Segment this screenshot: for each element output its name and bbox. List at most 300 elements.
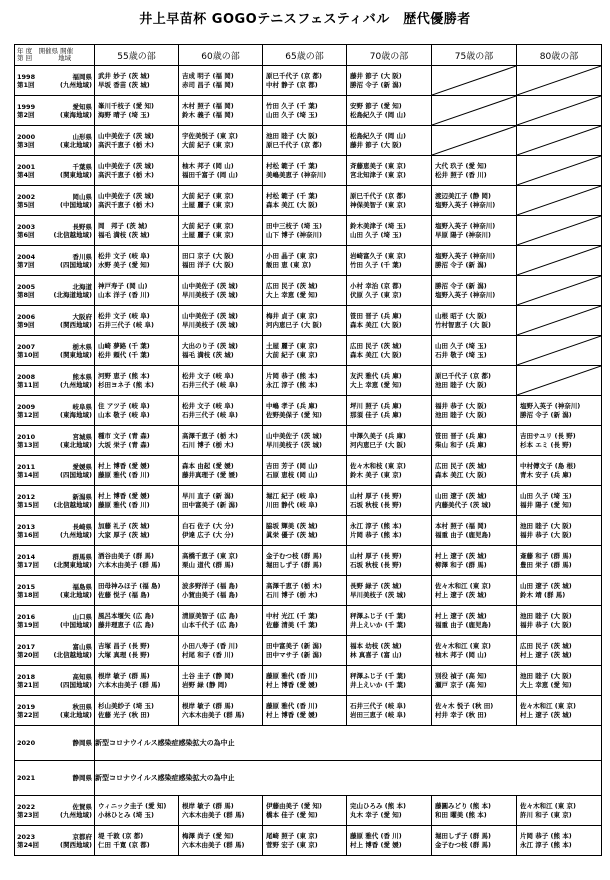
winner-name: 村上 遼子 (茨 城) xyxy=(435,551,487,560)
winner-name: 山中美佐子 (茨 城) xyxy=(98,131,154,140)
winner-name: 山下 博子 (神奈川) xyxy=(266,230,322,239)
year: 2005 xyxy=(17,282,36,291)
winner-name: 石川 博子 (栃 木) xyxy=(266,590,318,599)
winner-name: 橋本 佳子 (愛 知) xyxy=(266,810,318,819)
winner-pair-cell xyxy=(263,796,347,826)
winner-pair-cell xyxy=(347,216,432,246)
winner-name: 福田千富子 (岡 山) xyxy=(182,170,238,179)
winner-name: 佐野美保子 (愛 知) xyxy=(266,410,322,419)
host-region: (東海地域) xyxy=(60,410,92,419)
winner-pair-cell xyxy=(517,426,602,456)
round-number: 第12回 xyxy=(17,410,40,419)
winner-name: 梅澤 尚子 (愛 知) xyxy=(182,831,234,840)
host-prefecture: 愛知県 xyxy=(72,102,92,111)
winner-name: 大上 幸恵 (愛 知) xyxy=(350,380,402,389)
round-number: 第2回 xyxy=(17,110,35,119)
winner-name: 井上えいか (千 葉) xyxy=(350,680,406,689)
winner-name: 大坂 栄子 (青 森) xyxy=(98,440,150,449)
winner-name: 広田 民子 (茨 城) xyxy=(520,641,572,650)
winner-pair-cell xyxy=(517,636,602,666)
year: 2016 xyxy=(17,612,36,621)
winner-name: 福本 幼枝 (茨 城) xyxy=(350,641,402,650)
winner-name: 村松 範子 (千 葉) xyxy=(266,191,318,200)
winner-pair-cell xyxy=(263,636,347,666)
winner-name: 鈴木 靖 (群 馬) xyxy=(520,590,566,599)
winner-pair-cell xyxy=(179,366,263,396)
winner-pair-cell xyxy=(347,576,432,606)
winner-name: 坪川 照子 (兵 庫) xyxy=(350,401,402,410)
winner-name: 田中富美子 (新 潟) xyxy=(182,500,238,509)
host-prefecture: 京都府 xyxy=(72,832,92,841)
table-row xyxy=(15,366,602,396)
winner-pair-cell xyxy=(432,426,517,456)
winner-pair-cell xyxy=(347,396,432,426)
host-region: (東北地域) xyxy=(60,440,92,449)
host-prefecture: 富山県 xyxy=(72,642,92,651)
year-cell xyxy=(15,636,95,666)
winner-pair-cell xyxy=(263,396,347,426)
winner-name: 永江 淳子 (熊 本) xyxy=(266,380,318,389)
winner-name: 中澤久美子 (兵 庫) xyxy=(350,431,406,440)
winner-name: 福毛 満枝 (茨 城) xyxy=(182,350,234,359)
table-row xyxy=(15,516,602,546)
round-number: 第17回 xyxy=(17,560,40,569)
winner-pair-cell xyxy=(263,456,347,486)
winner-name: 田中マサ子 (新 潟) xyxy=(266,650,322,659)
winner-name: 種市 文子 (青 森) xyxy=(98,431,150,440)
table-row xyxy=(15,246,602,276)
winner-name: 秤澤ふじ子 (千 葉) xyxy=(350,671,406,680)
round-number: 第8回 xyxy=(17,290,35,299)
winner-name: 尾崎 照子 (東 京) xyxy=(266,831,318,840)
winner-name: 早川美枝子 (茨 城) xyxy=(266,440,322,449)
winner-name: 安野 節子 (愛 知) xyxy=(350,101,402,110)
year: 2002 xyxy=(17,192,36,201)
winner-name: 山田 遼子 (茨 城) xyxy=(520,581,572,590)
round-number: 第19回 xyxy=(17,620,40,629)
host-region: (四国地域) xyxy=(60,470,92,479)
table-row xyxy=(15,66,602,96)
empty-category-cell xyxy=(517,156,602,186)
winner-name: 佐藤 清美 (千 葉) xyxy=(266,620,318,629)
diagonal-slash-icon xyxy=(517,156,601,185)
winner-pair-cell xyxy=(263,546,347,576)
host-prefecture: 岐阜県 xyxy=(72,402,92,411)
table-row xyxy=(15,156,602,186)
year: 2019 xyxy=(17,702,36,711)
table-row xyxy=(15,186,602,216)
winner-name: 広田 民子 (茨 城) xyxy=(350,341,402,350)
winner-name: 鈴木 義子 (福 岡) xyxy=(182,110,234,119)
winner-name: 石井三代子 (岐 阜) xyxy=(182,410,238,419)
winner-name: 梅井 貞子 (東 京) xyxy=(266,311,318,320)
winner-pair-cell xyxy=(263,666,347,696)
winner-pair-cell xyxy=(95,576,179,606)
header-category: 55歳の部 xyxy=(95,45,179,66)
winner-name: 栗山 道代 (群 馬) xyxy=(182,560,234,569)
winner-pair-cell xyxy=(432,796,517,826)
year-cell xyxy=(15,761,95,796)
year: 1998 xyxy=(17,72,36,81)
winner-pair-cell xyxy=(263,126,347,156)
year: 2007 xyxy=(17,342,36,351)
winner-name: 早原 陽子 (神奈川) xyxy=(435,230,491,239)
cancellation-note: 新型コロナウイルス感染症感染拡大の為中止 xyxy=(95,726,602,761)
diagonal-slash-icon xyxy=(517,216,601,245)
winner-name: 石井三代子 (岐 阜) xyxy=(182,380,238,389)
winner-name: 中村 光江 (千 葉) xyxy=(266,611,318,620)
host-prefecture: 千葉県 xyxy=(72,162,92,171)
year-cell xyxy=(15,186,95,216)
winner-name: 白石 佐子 (大 分) xyxy=(182,521,234,530)
winner-name: 宮北知津子 (東 京) xyxy=(350,170,406,179)
winner-name: 松井 文子 (岐 阜) xyxy=(182,371,234,380)
winner-name: 小田八寿子 (香 川) xyxy=(182,641,238,650)
winner-name: 峯川千枝子 (愛 知) xyxy=(98,101,154,110)
winner-pair-cell xyxy=(347,486,432,516)
winner-pair-cell xyxy=(517,796,602,826)
table-body xyxy=(15,66,602,856)
year-cell xyxy=(15,456,95,486)
winner-name: 藤原 雅代 (香 川) xyxy=(266,701,318,710)
winner-name: 和田 曜美 (熊 本) xyxy=(435,810,487,819)
round-number: 第21回 xyxy=(17,680,40,689)
winner-name: 藤井 節子 (大 阪) xyxy=(350,71,402,80)
empty-category-cell xyxy=(517,186,602,216)
winner-name: 石坂 秋枝 (長 野) xyxy=(350,500,402,509)
host-prefecture: 栃木県 xyxy=(72,342,92,351)
winner-name: 村上 博香 (愛 媛) xyxy=(350,840,402,849)
winner-name: 大前 紀子 (東 京) xyxy=(182,140,234,149)
year: 2008 xyxy=(17,372,36,381)
host-prefecture: 大阪府 xyxy=(72,312,92,321)
winner-pair-cell xyxy=(432,246,517,276)
winner-pair-cell xyxy=(432,306,517,336)
host-region: (北信越地域) xyxy=(53,650,92,659)
winner-pair-cell xyxy=(263,156,347,186)
winner-name: 柳澤 和子 (群 馬) xyxy=(435,560,487,569)
round-number: 第13回 xyxy=(17,440,40,449)
host-region: (関西地域) xyxy=(60,840,92,849)
year: 2004 xyxy=(17,252,36,261)
round-number: 第15回 xyxy=(17,500,40,509)
winner-pair-cell xyxy=(347,66,432,96)
winner-name: 森本 美江 (大 阪) xyxy=(435,470,487,479)
host-region: (関西地域) xyxy=(60,320,92,329)
host-region: (四国地域) xyxy=(60,260,92,269)
table-row xyxy=(15,306,602,336)
winner-name: 加藤 礼子 (茨 城) xyxy=(98,521,150,530)
winner-name: 村尾 和子 (香 川) xyxy=(182,650,234,659)
winner-name: 山中美佐子 (茨 城) xyxy=(266,431,322,440)
winner-pair-cell xyxy=(179,126,263,156)
year-cell xyxy=(15,666,95,696)
round-number: 第22回 xyxy=(17,710,40,719)
winner-name: 土屋 麗子 (東 京) xyxy=(182,200,234,209)
empty-category-cell xyxy=(517,336,602,366)
winner-pair-cell xyxy=(432,826,517,856)
winner-name: 杉山美紗子 (埼 玉) xyxy=(98,701,154,710)
winner-name: 藤原 雅代 (香 川) xyxy=(350,831,402,840)
winner-name: 福井 陽子 (愛 知) xyxy=(520,500,572,509)
winner-pair-cell xyxy=(179,216,263,246)
year: 2015 xyxy=(17,582,36,591)
winner-name: 佐々木和江 (東 京) xyxy=(435,641,491,650)
winner-name: 小田 晶子 (東 京) xyxy=(266,251,318,260)
table-row xyxy=(15,761,602,796)
header-category: 65歳の部 xyxy=(263,45,347,66)
winner-pair-cell xyxy=(432,606,517,636)
winner-pair-cell xyxy=(179,246,263,276)
year-cell xyxy=(15,516,95,546)
winner-name: 松島紀久子 (岡 山) xyxy=(350,110,406,119)
host-prefecture: 岡山県 xyxy=(72,192,92,201)
winner-pair-cell xyxy=(179,486,263,516)
host-prefecture: 山口県 xyxy=(72,612,92,621)
winner-name: 早川 直子 (新 潟) xyxy=(182,491,234,500)
winner-name: 鈴木 美子 (東 京) xyxy=(350,470,402,479)
winner-pair-cell xyxy=(432,366,517,396)
winner-name: 柚木 邦子 (岡 山) xyxy=(435,650,487,659)
winner-name: 吉成 明子 (福 岡) xyxy=(182,71,234,80)
winner-name: 池田 睦子 (大 阪) xyxy=(435,380,487,389)
winner-name: 渡辺美江子 (静 岡) xyxy=(435,191,491,200)
winner-pair-cell xyxy=(517,456,602,486)
winner-pair-cell xyxy=(263,276,347,306)
host-region: (東北地域) xyxy=(60,140,92,149)
winner-name: 伊藤由美子 (愛 知) xyxy=(266,801,322,810)
winner-pair-cell xyxy=(517,486,602,516)
winner-name: 竹田 久子 (千 葉) xyxy=(350,260,402,269)
winner-name: 村上 遼子 (茨 城) xyxy=(520,710,572,719)
year: 2011 xyxy=(17,462,36,471)
winner-name: 山中美佐子 (茨 城) xyxy=(182,311,238,320)
winner-name: 佐藤 悦子 (福 島) xyxy=(98,590,150,599)
diagonal-slash-icon xyxy=(432,96,516,125)
table-row xyxy=(15,796,602,826)
winner-pair-cell xyxy=(517,696,602,726)
winner-pair-cell xyxy=(95,696,179,726)
winner-name: 村上 遼子 (茨 城) xyxy=(520,650,572,659)
winner-pair-cell xyxy=(347,276,432,306)
table-row xyxy=(15,666,602,696)
table-row xyxy=(15,636,602,666)
host-prefecture: 静岡県 xyxy=(72,774,92,782)
host-prefecture: 佐賀県 xyxy=(72,802,92,811)
table-row xyxy=(15,576,602,606)
winner-pair-cell xyxy=(179,96,263,126)
host-region: (北信越地域) xyxy=(53,500,92,509)
winner-name: 田母神みほ子 (福 島) xyxy=(98,581,161,590)
round-number: 第16回 xyxy=(17,530,40,539)
winner-name: 村井 幸子 (秋 田) xyxy=(435,710,487,719)
year-cell xyxy=(15,486,95,516)
winner-name: 原巳千代子 (京 都) xyxy=(266,71,322,80)
winner-name: 池田 睦子 (大 阪) xyxy=(435,410,487,419)
winner-name: 藤原 雅代 (香 川) xyxy=(266,671,318,680)
winner-pair-cell xyxy=(347,666,432,696)
winner-name: 松井 文子 (岐 阜) xyxy=(98,251,150,260)
host-prefecture: 群馬県 xyxy=(72,552,92,561)
winner-name: 石坂 秋枝 (長 野) xyxy=(350,560,402,569)
empty-category-cell xyxy=(517,366,602,396)
winner-name: 村上 博香 (愛 媛) xyxy=(266,710,318,719)
round-number: 第3回 xyxy=(17,140,35,149)
winner-pair-cell xyxy=(95,306,179,336)
winner-name: 山根 昭子 (大 阪) xyxy=(435,311,487,320)
winner-name: 本村 照子 (福 岡) xyxy=(435,521,487,530)
winner-name: 大塚 真理 (長 野) xyxy=(98,650,150,659)
winner-name: 眞栄 優子 (茨 城) xyxy=(266,530,318,539)
winner-name: 広田 民子 (茨 城) xyxy=(435,461,487,470)
winner-name: 金子むつ枝 (群 馬) xyxy=(266,551,322,560)
winner-name: 池田 睦子 (大 阪) xyxy=(520,671,572,680)
host-prefecture: 北海道 xyxy=(72,282,92,291)
winner-name: 伊達 広子 (大 分) xyxy=(182,530,234,539)
winner-pair-cell xyxy=(179,696,263,726)
host-region: (九州地域) xyxy=(60,530,92,539)
year-cell xyxy=(15,396,95,426)
empty-category-cell xyxy=(517,96,602,126)
year: 2017 xyxy=(17,642,36,651)
year-cell xyxy=(15,246,95,276)
year-cell xyxy=(15,216,95,246)
winner-name: 高澤千恵子 (栃 木) xyxy=(182,431,238,440)
winner-pair-cell xyxy=(179,186,263,216)
winner-pair-cell xyxy=(347,546,432,576)
winner-pair-cell xyxy=(95,366,179,396)
year-cell xyxy=(15,366,95,396)
winner-name: 村松 範子 (千 葉) xyxy=(266,161,318,170)
winner-name: 鈴木美津子 (埼 玉) xyxy=(350,221,406,230)
winners-table xyxy=(14,44,602,856)
winner-name: 佐々木和枝 (東 京) xyxy=(350,461,406,470)
winner-name: 中村 静子 (京 都) xyxy=(266,80,318,89)
host-region: (九州地域) xyxy=(60,80,92,89)
winner-pair-cell xyxy=(179,276,263,306)
winner-name: 土屋 麗子 (東 京) xyxy=(182,230,234,239)
round-number: 第18回 xyxy=(17,590,40,599)
winner-name: 山中美佐子 (茨 城) xyxy=(98,161,154,170)
winner-name: 吉塚 昌子 (長 野) xyxy=(98,641,150,650)
host-prefecture: 福岡県 xyxy=(72,72,92,81)
winner-pair-cell xyxy=(347,126,432,156)
winner-name: 神保美智子 (東 京) xyxy=(350,200,406,209)
host-region: (中国地域) xyxy=(60,200,92,209)
year-cell xyxy=(15,126,95,156)
winner-pair-cell xyxy=(263,66,347,96)
winner-name: 山田 久子 (埼 玉) xyxy=(266,110,318,119)
header-category: 75歳の部 xyxy=(432,45,517,66)
host-region: (東海地域) xyxy=(60,110,92,119)
winner-name: 根岸 敏子 (群 馬) xyxy=(98,671,150,680)
winner-name: 原巳千代子 (京 都) xyxy=(435,371,491,380)
year-cell xyxy=(15,796,95,826)
diagonal-slash-icon xyxy=(517,276,601,305)
year-cell xyxy=(15,66,95,96)
empty-category-cell xyxy=(432,126,517,156)
table-row xyxy=(15,546,602,576)
table-row xyxy=(15,826,602,856)
year: 2022 xyxy=(17,802,36,811)
winner-pair-cell xyxy=(432,636,517,666)
winner-pair-cell xyxy=(179,516,263,546)
winner-pair-cell xyxy=(95,516,179,546)
winner-name: 丸木 幸子 (愛 知) xyxy=(350,810,402,819)
winner-pair-cell xyxy=(517,666,602,696)
empty-category-cell xyxy=(517,246,602,276)
winner-pair-cell xyxy=(432,186,517,216)
winner-name: 高澤千恵子 (栃 木) xyxy=(266,581,322,590)
winner-name: 田中富美子 (新 潟) xyxy=(266,641,322,650)
winner-name: 勝沼 令子 (新 潟) xyxy=(435,260,487,269)
winner-pair-cell xyxy=(95,66,179,96)
winner-pair-cell xyxy=(95,216,179,246)
winner-name: 六本木由美子 (群 馬) xyxy=(98,560,161,569)
winner-name: 伏原 久子 (東 京) xyxy=(350,290,402,299)
header-category: 60歳の部 xyxy=(179,45,263,66)
winner-pair-cell xyxy=(95,546,179,576)
winner-name: 波多野洋子 (福 島) xyxy=(182,581,238,590)
winner-name: 山本千代子 (広 島) xyxy=(182,620,238,629)
winner-name: 山田 久子 (埼 玉) xyxy=(520,491,572,500)
winner-name: 松井 照子 (香 川) xyxy=(435,170,487,179)
winner-name: 塩野入英子 (神奈川) xyxy=(435,221,496,230)
table-row xyxy=(15,216,602,246)
winner-name: 村上 博香 (愛 媛) xyxy=(98,461,150,470)
year: 1999 xyxy=(17,102,36,111)
year-cell xyxy=(15,276,95,306)
winner-name: 森本 美江 (大 阪) xyxy=(266,200,318,209)
winner-name: 小村 幸治 (京 都) xyxy=(350,281,402,290)
winner-name: 瀬戸 京子 (高 知) xyxy=(435,680,487,689)
table-row xyxy=(15,336,602,366)
winner-name: 田中三枝子 (埼 玉) xyxy=(266,221,322,230)
winner-name: 脇坂 輝美 (茨 城) xyxy=(266,521,318,530)
winner-name: 仁田 千寛 (京 都) xyxy=(98,840,150,849)
winner-pair-cell xyxy=(517,576,602,606)
host-region: (北信越地域) xyxy=(53,230,92,239)
round-number: 第7回 xyxy=(17,260,35,269)
winner-pair-cell xyxy=(347,456,432,486)
winner-name: 高沢千恵子 (栃 木) xyxy=(98,140,154,149)
header-year-line1: 年 度 開催県 開催 xyxy=(17,47,74,55)
winner-pair-cell xyxy=(432,396,517,426)
winner-name: 石井三代子 (岐 阜) xyxy=(98,320,154,329)
winner-name: 赤司 昌子 (福 岡) xyxy=(182,80,234,89)
year: 2020 xyxy=(17,739,36,747)
winner-pair-cell xyxy=(179,336,263,366)
winner-name: 那須 佳子 (兵 庫) xyxy=(350,410,402,419)
winner-name: 佐々木和江 (東 京) xyxy=(520,801,576,810)
diagonal-slash-icon xyxy=(517,336,601,365)
winner-name: 塩野入英子 (神奈川) xyxy=(520,401,581,410)
winner-name: 柚木 邦子 (岡 山) xyxy=(182,161,234,170)
winner-pair-cell xyxy=(517,826,602,856)
winner-pair-cell xyxy=(347,246,432,276)
winner-name: 岡 邦子 (茨 城) xyxy=(98,221,148,230)
winner-name: 六本木由美子 (群 馬) xyxy=(98,680,161,689)
winner-name: 山田 久子 (埼 玉) xyxy=(435,341,487,350)
winner-name: 勝沼 令子 (新 潟) xyxy=(350,80,402,89)
host-region: (北海道地域) xyxy=(53,290,92,299)
winner-name: 河内恵巳子 (大 阪) xyxy=(266,320,322,329)
winner-name: 福井 恭子 (大 阪) xyxy=(520,620,572,629)
winner-name: 大上 幸恵 (愛 知) xyxy=(266,290,318,299)
winner-name: 長野 緑子 (茨 城) xyxy=(350,581,402,590)
winner-name: 堤 千敦 (京 都) xyxy=(98,831,144,840)
winner-pair-cell xyxy=(95,156,179,186)
